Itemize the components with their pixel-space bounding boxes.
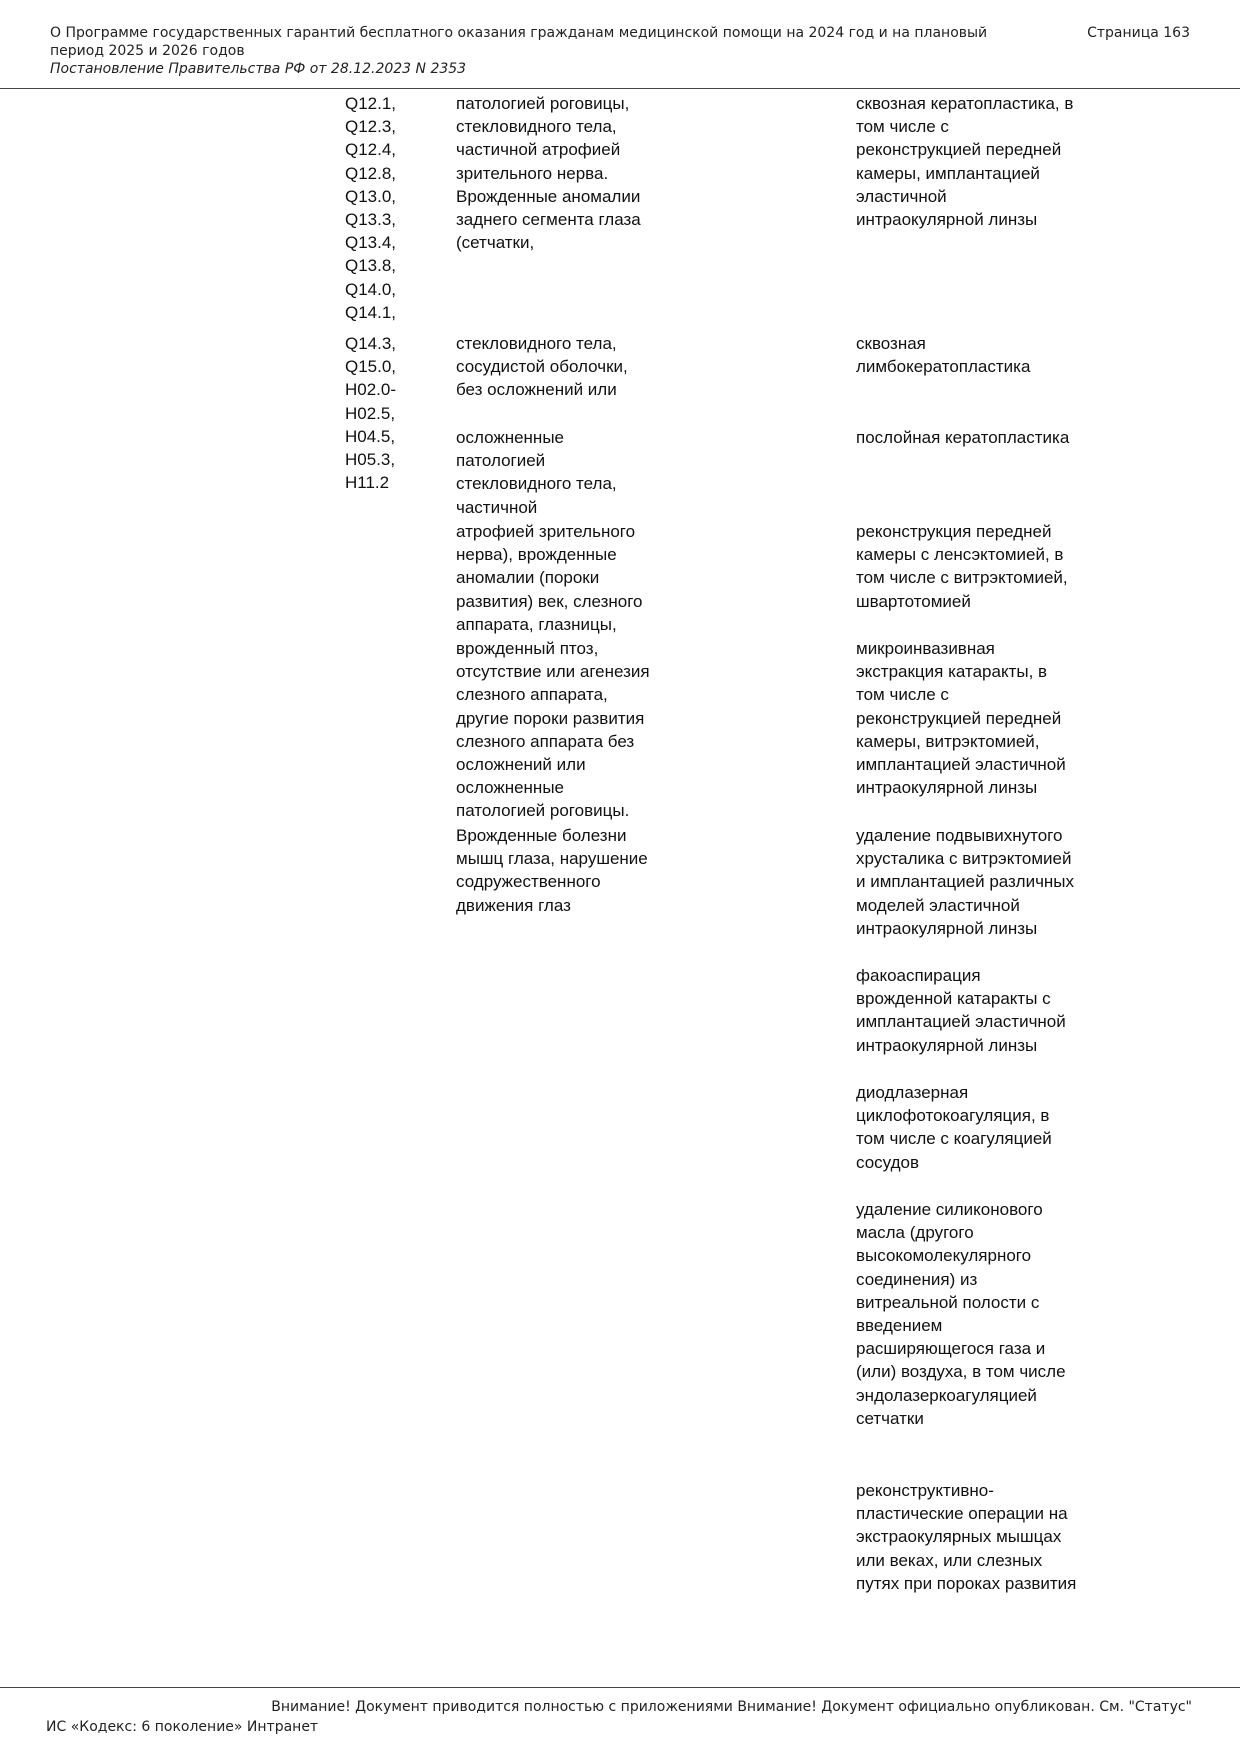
text-line: зрительного нерва. — [456, 163, 609, 183]
text-line: циклофотокоагуляция, в — [856, 1106, 1050, 1126]
text-line: реконструктивно- — [856, 1481, 994, 1500]
text-line: стекловидного тела, — [456, 117, 617, 137]
text-line: атрофией зрительного — [456, 522, 636, 541]
text-line: витреальной полости с — [856, 1292, 1040, 1312]
text-line: слезного аппарата без — [456, 731, 635, 751]
text-line: Врожденные аномалии — [456, 186, 641, 206]
text-line: моделей эластичной — [856, 895, 1020, 915]
text-line: путях при пороках развития — [856, 1573, 1077, 1593]
text-line: нерва), врожденные — [456, 545, 617, 565]
text-line: врожденной катаракты с — [856, 989, 1051, 1009]
text-line: высокомолекулярного — [856, 1246, 1032, 1266]
text-line: развития) век, слезного — [456, 591, 643, 611]
text-line: имплантацией эластичной — [856, 1012, 1066, 1032]
text-line: Q12.4, — [345, 140, 397, 160]
text-line: H02.5, — [345, 403, 396, 423]
text-line: камеры, витрэктомией, — [856, 731, 1040, 751]
text-line: Q12.8, — [345, 163, 397, 183]
text-line: Врожденные болезни — [456, 826, 627, 845]
text-line: H05.3, — [345, 450, 396, 470]
procedure-item — [856, 964, 1116, 1057]
text-line: Q13.3, — [345, 210, 397, 230]
footer-notice: Внимание! Документ приводится полностью с приложениями Внимание! Документ официально опубликован. См. "Статус" — [271, 1699, 1192, 1715]
text-line: сквозная кератопластика, в — [856, 94, 1074, 113]
text-line: удаление подвывихнутого — [856, 826, 1063, 845]
text-line: H11.2 — [345, 473, 390, 493]
text-line: Q14.3, — [345, 334, 397, 353]
text-line: Q15.0, — [345, 357, 397, 377]
text-line: эластичной — [856, 186, 947, 206]
diagnosis-block — [456, 520, 706, 636]
diagnosis-block — [456, 426, 706, 519]
text-line: интраокулярной линзы — [856, 1035, 1038, 1055]
procedure-item — [856, 332, 1116, 378]
text-line: введением — [856, 1316, 943, 1336]
text-line: том числе с витрэктомией, — [856, 568, 1068, 588]
text-line: расширяющегося газа и — [856, 1339, 1046, 1359]
text-line: том числе с — [856, 117, 949, 137]
text-line: Q13.4, — [345, 233, 397, 253]
text-line: осложнений или — [456, 755, 586, 775]
page-number: Страница 163 — [1087, 25, 1190, 41]
procedure-item — [856, 637, 1116, 799]
text-line: соединения) из — [856, 1269, 978, 1289]
text-line: (или) воздуха, в том числе — [856, 1362, 1066, 1382]
text-line: Q12.1, — [345, 94, 397, 113]
procedure-item — [856, 426, 1116, 449]
procedure-item — [856, 824, 1116, 940]
text-line: мышц глаза, нарушение — [456, 849, 648, 869]
text-line: пластические операции на — [856, 1504, 1068, 1524]
text-line: факоаспирация — [856, 966, 981, 985]
procedure-item — [856, 92, 1116, 231]
text-line: том числе с коагуляцией — [856, 1129, 1052, 1149]
codes-block — [345, 92, 435, 324]
procedure-item — [856, 1479, 1116, 1595]
text-line: Q12.3, — [345, 117, 397, 137]
document-subtitle: Постановление Правительства РФ от 28.12.2023 N 2353 — [50, 61, 467, 77]
diagnosis-block — [456, 332, 706, 402]
text-line: частичной атрофией — [456, 140, 621, 160]
text-line: сетчатки — [856, 1408, 924, 1428]
text-line: аппарата, глазницы, — [456, 614, 617, 634]
text-line: интраокулярной линзы — [856, 918, 1038, 938]
text-line: (сетчатки, — [456, 233, 535, 253]
text-line: стекловидного тела, — [456, 334, 617, 353]
text-line: H02.0- — [345, 380, 397, 400]
text-line: микроинвазивная — [856, 639, 995, 658]
text-line: реконструкцией передней — [856, 708, 1062, 728]
text-line: интраокулярной линзы — [856, 778, 1038, 798]
text-line: осложненные — [456, 778, 564, 798]
text-line: том числе с — [856, 685, 949, 705]
text-line: сосудистой оболочки, — [456, 357, 628, 377]
text-line: Q13.8, — [345, 256, 397, 276]
text-line: экстракция катаракты, в — [856, 662, 1048, 682]
header-divider — [0, 88, 1240, 89]
text-line: удаление силиконового — [856, 1200, 1043, 1219]
text-line: и имплантацией различных — [856, 872, 1075, 892]
text-line: реконструкцией передней — [856, 140, 1062, 160]
text-line: экстраокулярных мышцах — [856, 1527, 1062, 1547]
text-line: реконструкция передней — [856, 522, 1052, 541]
text-line: камеры, имплантацией — [856, 163, 1040, 183]
footer-source: ИС «Кодекс: 6 поколение» Интранет — [46, 1719, 319, 1735]
diagnosis-block — [456, 92, 706, 254]
text-line: слезного аппарата, — [456, 685, 608, 705]
procedure-item — [856, 1198, 1116, 1430]
text-line: Q14.0, — [345, 279, 397, 299]
text-line: частичной — [456, 497, 538, 517]
text-line: хрусталика с витрэктомией — [856, 849, 1072, 869]
text-line: или веках, или слезных — [856, 1550, 1043, 1570]
diagnosis-block — [456, 637, 706, 823]
text-line: имплантацией эластичной — [856, 755, 1066, 775]
footer-divider — [0, 1687, 1240, 1688]
text-line: отсутствие или агенезия — [456, 662, 650, 682]
text-line: стекловидного тела, — [456, 474, 617, 494]
text-line: содружественного — [456, 872, 601, 892]
document-title: О Программе государственных гарантий бесплатного оказания гражданам медицинской помощи на 2024 год и на плановый период 2025 и 2026 годов — [50, 25, 988, 59]
codes-block — [345, 332, 435, 494]
text-line: врожденный птоз, — [456, 639, 599, 658]
diagnosis-block — [456, 824, 706, 917]
text-line: другие пороки развития — [456, 708, 645, 728]
text-line: интраокулярной линзы — [856, 210, 1038, 230]
text-line: сквозная — [856, 334, 926, 353]
procedure-item — [856, 1081, 1116, 1174]
text-line: диодлазерная — [856, 1083, 969, 1102]
text-line: аномалии (пороки — [456, 568, 600, 588]
text-line: Q13.0, — [345, 186, 397, 206]
text-line: движения глаз — [456, 895, 571, 915]
text-line: эндолазеркоагуляцией — [856, 1385, 1037, 1405]
text-line: масла (другого — [856, 1223, 974, 1243]
text-line: H04.5, — [345, 426, 396, 446]
text-line: патологией роговицы. — [456, 801, 630, 821]
text-line: лимбокератопластика — [856, 357, 1031, 377]
text-line: Q14.1, — [345, 302, 397, 322]
text-line: сосудов — [856, 1152, 919, 1172]
text-line: осложненные — [456, 428, 564, 447]
document-header — [50, 24, 1190, 78]
text-line: патологией роговицы, — [456, 94, 630, 113]
text-line: швартотомией — [856, 591, 971, 611]
text-line: без осложнений или — [456, 380, 617, 400]
text-line: камеры с ленсэктомией, в — [856, 545, 1064, 565]
text-line: послойная кератопластика — [856, 428, 1070, 447]
procedure-item — [856, 520, 1116, 613]
text-line: заднего сегмента глаза — [456, 210, 641, 230]
text-line: патологией — [456, 451, 546, 471]
